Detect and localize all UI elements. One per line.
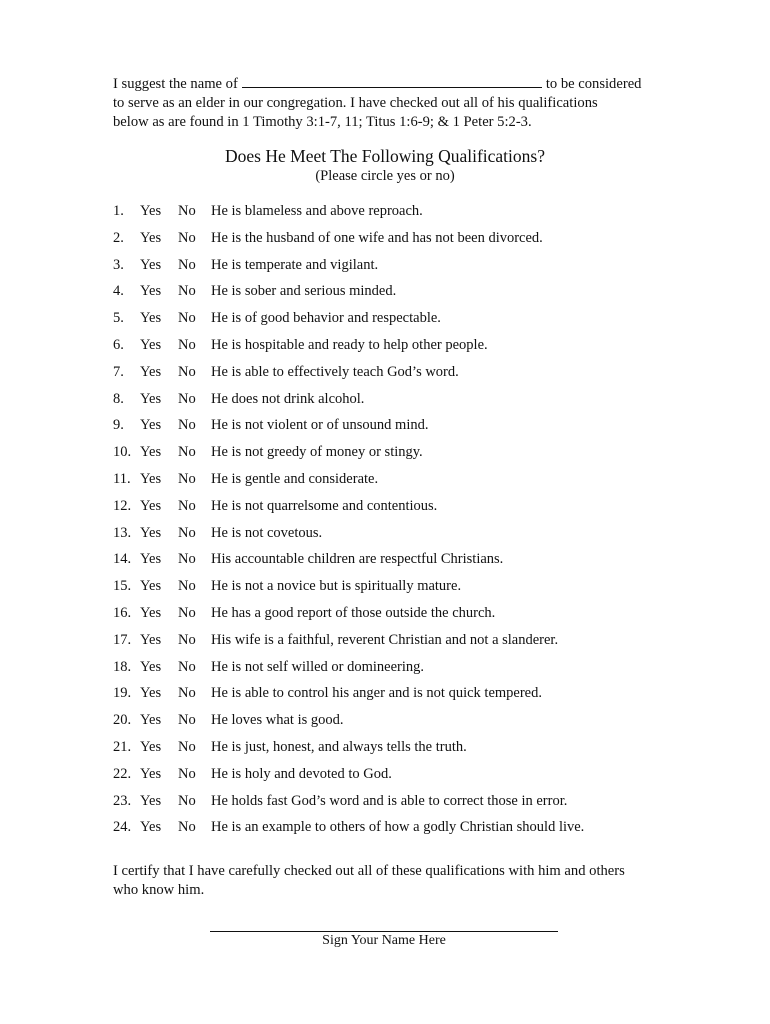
qualification-text: He does not drink alcohol. <box>211 390 365 407</box>
intro-paragraph <box>113 74 673 132</box>
qualification-text: He is temperate and vigilant. <box>211 256 379 273</box>
qualification-number: 21. <box>113 738 132 755</box>
signature-line[interactable] <box>210 931 558 932</box>
qualification-text: He is blameless and above reproach. <box>211 203 423 219</box>
qualification-row <box>113 389 713 416</box>
qualification-number: 13. <box>113 524 132 541</box>
no-option[interactable]: No <box>178 792 196 809</box>
no-option[interactable]: No <box>178 417 196 434</box>
qualification-text: His accountable children are respectful Christians. <box>211 551 504 568</box>
signature-label: Sign Your Name Here <box>322 933 446 948</box>
qualification-text: He is hospitable and ready to help other people. <box>211 336 488 353</box>
yes-option[interactable]: Yes <box>140 310 162 327</box>
qualification-number: 3. <box>113 256 124 273</box>
no-option[interactable]: No <box>178 819 196 836</box>
qualification-row <box>113 335 713 362</box>
qualification-text: He is not covetous. <box>211 524 323 541</box>
yes-option[interactable]: Yes <box>140 792 162 809</box>
no-option[interactable]: No <box>178 497 196 514</box>
qualification-row <box>113 469 713 496</box>
qualification-number: 18. <box>113 658 132 675</box>
yes-option[interactable]: Yes <box>140 229 162 246</box>
intro-line-2: to serve as an elder in our congregation. I have checked out all of his qualifications <box>113 95 598 111</box>
qualification-number: 4. <box>113 283 124 300</box>
no-option[interactable]: No <box>178 310 196 327</box>
qualification-text: He is of good behavior and respectable. <box>211 310 441 327</box>
qualification-text: He is not a novice but is spiritually mature. <box>211 578 462 595</box>
qualification-row <box>113 576 713 603</box>
yes-option[interactable]: Yes <box>140 738 162 755</box>
qualification-row <box>113 603 713 630</box>
qualification-text: He is able to effectively teach God’s word. <box>211 363 459 380</box>
no-option[interactable]: No <box>178 738 196 755</box>
yes-option[interactable]: Yes <box>140 685 162 702</box>
qualification-number: 1. <box>113 203 124 219</box>
page-title: Does He Meet The Following Qualifications? <box>225 146 545 166</box>
qualification-number: 20. <box>113 712 132 729</box>
no-option[interactable]: No <box>178 631 196 648</box>
qualification-text: He has a good report of those outside the church. <box>211 604 496 621</box>
qualification-text: He is not greedy of money or stingy. <box>211 444 423 461</box>
yes-option[interactable]: Yes <box>140 283 162 300</box>
yes-option[interactable]: Yes <box>140 470 162 487</box>
no-option[interactable]: No <box>178 336 196 353</box>
qualification-number: 2. <box>113 229 124 246</box>
page-subtitle: (Please circle yes or no) <box>315 168 455 184</box>
yes-option[interactable]: Yes <box>140 524 162 541</box>
qualification-row <box>113 657 713 684</box>
qualification-text: He is not violent or of unsound mind. <box>211 417 429 434</box>
qualification-text: His wife is a faithful, reverent Christian and not a slanderer. <box>211 631 559 648</box>
certify-line-1: I certify that I have carefully checked out all of these qualifications with him and others <box>113 863 625 879</box>
qualification-text: He is not quarrelsome and contentious. <box>211 497 438 514</box>
yes-option[interactable]: Yes <box>140 631 162 648</box>
no-option[interactable]: No <box>178 256 196 273</box>
no-option[interactable]: No <box>178 229 196 246</box>
qualification-number: 15. <box>113 578 132 595</box>
yes-option[interactable]: Yes <box>140 658 162 675</box>
intro-line-3: below as are found in 1 Timothy 3:1-7, 11; Titus 1:6-9; & 1 Peter 5:2-3. <box>113 114 532 130</box>
intro-after-blank: to be considered <box>545 76 642 92</box>
qualification-row <box>113 549 713 576</box>
qualification-text: He is not self willed or domineering. <box>211 658 425 675</box>
qualification-text: He is able to control his anger and is not quick tempered. <box>211 685 542 702</box>
qualification-text: He is gentle and considerate. <box>211 470 379 487</box>
no-option[interactable]: No <box>178 363 196 380</box>
qualification-row <box>113 442 713 469</box>
qualification-number: 7. <box>113 363 124 380</box>
qualification-row <box>113 523 713 550</box>
qualification-row <box>113 630 713 657</box>
qualification-row <box>113 710 713 737</box>
qualification-row <box>113 683 713 710</box>
yes-option[interactable]: Yes <box>140 551 162 568</box>
qualification-row <box>113 817 713 844</box>
qualification-row <box>113 228 713 255</box>
yes-option[interactable]: Yes <box>140 444 162 461</box>
yes-option[interactable]: Yes <box>140 336 162 353</box>
candidate-name-field[interactable] <box>242 74 542 88</box>
qualification-number: 8. <box>113 390 124 407</box>
yes-option[interactable]: Yes <box>140 497 162 514</box>
yes-option[interactable]: Yes <box>140 363 162 380</box>
certify-line-2: who know him. <box>113 882 205 898</box>
no-option[interactable]: No <box>178 658 196 675</box>
yes-option[interactable]: Yes <box>140 417 162 434</box>
qualification-text: He is an example to others of how a godly Christian should live. <box>211 819 585 836</box>
no-option[interactable]: No <box>178 578 196 595</box>
qualification-text: He loves what is good. <box>211 712 344 729</box>
yes-option[interactable]: Yes <box>140 203 162 219</box>
no-option[interactable]: No <box>178 470 196 487</box>
qualification-row <box>113 281 713 308</box>
qualification-text: He holds fast God’s word and is able to correct those in error. <box>211 792 568 809</box>
no-option[interactable]: No <box>178 712 196 729</box>
qualifications-list <box>113 201 713 844</box>
yes-option[interactable]: Yes <box>140 578 162 595</box>
qualification-number: 9. <box>113 417 124 434</box>
no-option[interactable]: No <box>178 283 196 300</box>
qualification-number: 17. <box>113 631 132 648</box>
qualification-number: 11. <box>113 470 131 487</box>
qualification-number: 14. <box>113 551 132 568</box>
qualification-row <box>113 362 713 389</box>
yes-option[interactable]: Yes <box>140 390 162 407</box>
qualification-number: 10. <box>113 444 132 461</box>
qualification-row <box>113 737 713 764</box>
qualification-number: 23. <box>113 792 132 809</box>
yes-option[interactable]: Yes <box>140 765 162 782</box>
qualification-number: 16. <box>113 604 132 621</box>
no-option[interactable]: No <box>178 203 196 219</box>
qualification-number: 19. <box>113 685 132 702</box>
qualification-row <box>113 308 713 335</box>
qualification-number: 6. <box>113 336 124 353</box>
qualification-row <box>113 201 713 228</box>
qualification-text: He is holy and devoted to God. <box>211 765 392 782</box>
no-option[interactable]: No <box>178 685 196 702</box>
qualification-text: He is the husband of one wife and has not been divorced. <box>211 229 543 246</box>
qualification-row <box>113 496 713 523</box>
qualification-number: 12. <box>113 497 132 514</box>
qualification-row <box>113 764 713 791</box>
qualification-row <box>113 255 713 282</box>
intro-before-blank: I suggest the name of <box>113 76 238 92</box>
certification-paragraph <box>113 862 673 900</box>
no-option[interactable]: No <box>178 551 196 568</box>
intro-line-1 <box>113 74 673 94</box>
qualification-row <box>113 791 713 818</box>
no-option[interactable]: No <box>178 765 196 782</box>
yes-option[interactable]: Yes <box>140 256 162 273</box>
yes-option[interactable]: Yes <box>140 604 162 621</box>
qualification-text: He is just, honest, and always tells the truth. <box>211 738 467 755</box>
yes-option[interactable]: Yes <box>140 819 162 836</box>
no-option[interactable]: No <box>178 444 196 461</box>
qualification-row <box>113 415 713 442</box>
qualification-text: He is sober and serious minded. <box>211 283 397 300</box>
no-option[interactable]: No <box>178 524 196 541</box>
qualification-number: 5. <box>113 310 124 327</box>
qualification-number: 24. <box>113 819 132 836</box>
no-option[interactable]: No <box>178 390 196 407</box>
qualification-number: 22. <box>113 765 132 782</box>
yes-option[interactable]: Yes <box>140 712 162 729</box>
no-option[interactable]: No <box>178 604 196 621</box>
